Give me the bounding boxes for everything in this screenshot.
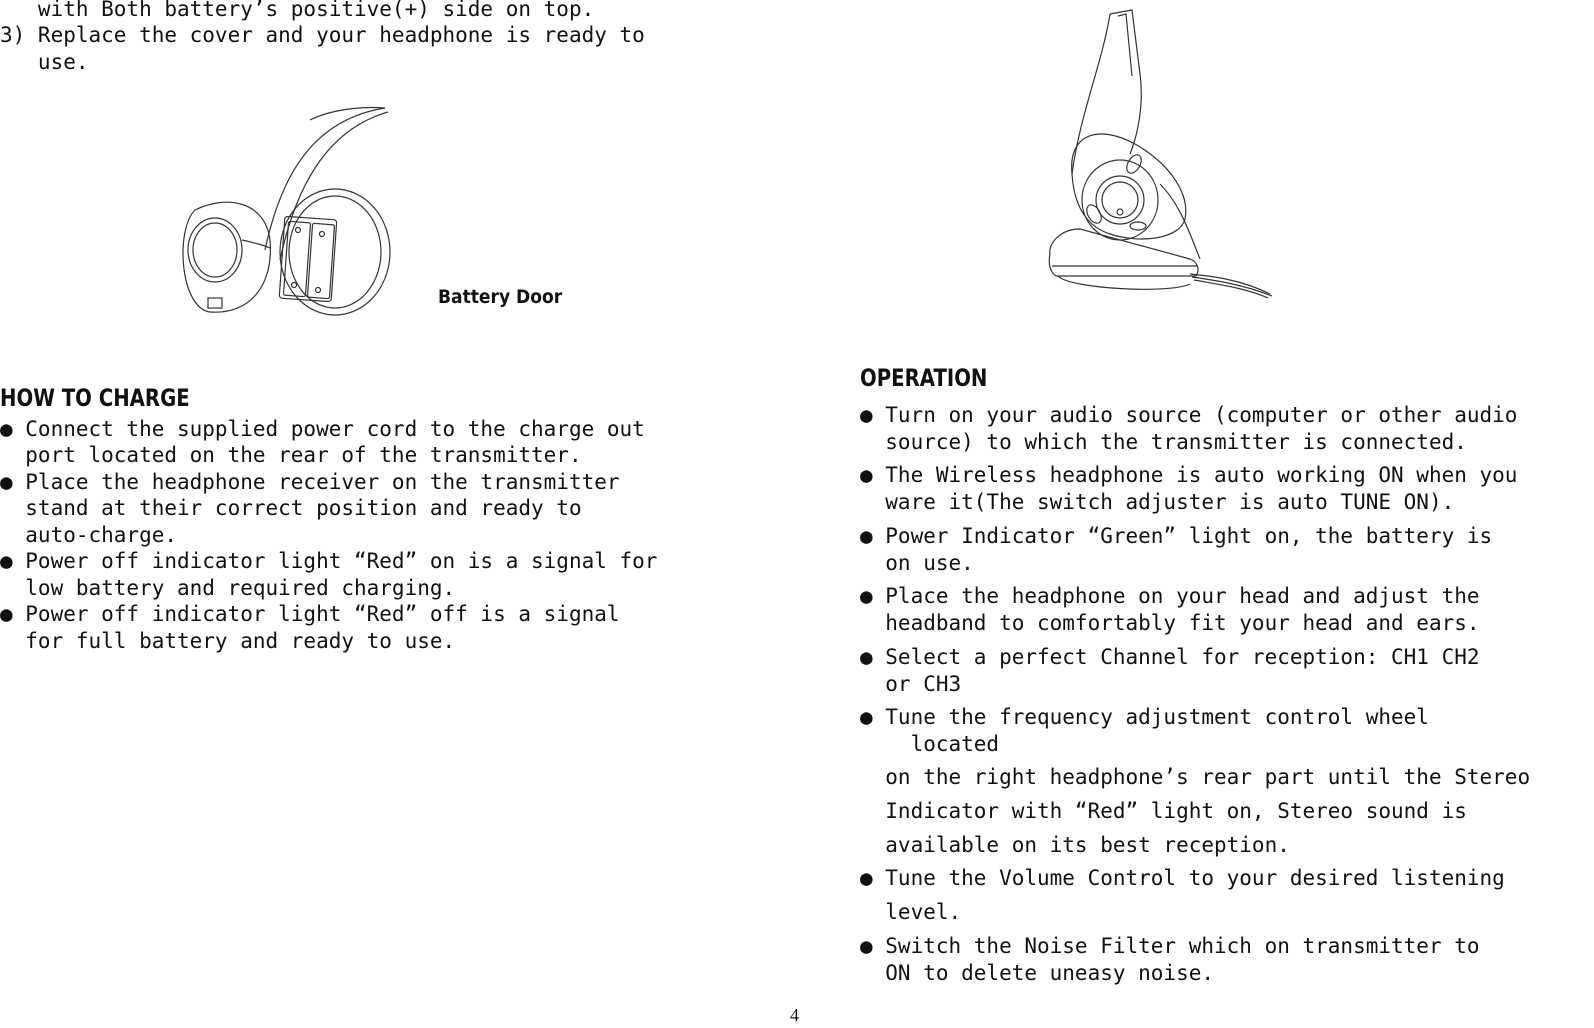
charge-line: for full battery and ready to use. (0, 629, 456, 653)
operation-line: ● Select a perfect Channel for reception: CH1 CH2 (860, 645, 1480, 669)
operation-line: on use. (860, 551, 974, 575)
operation-line: ● Switch the Noise Filter which on transmitter to (860, 934, 1480, 958)
charge-line: ● Connect the supplied power cord to the charge out (0, 417, 645, 441)
operation-line: ● Turn on your audio source (computer or other audio (860, 403, 1518, 427)
operation-line: available on its best reception. (860, 833, 1290, 857)
operation-line: headband to comfortably fit your head and ears. (860, 611, 1480, 635)
charge-line: ● Power off indicator light “Red” off is a signal (0, 602, 620, 626)
intro-line: use. (0, 50, 89, 74)
operation-line: located (860, 732, 1000, 756)
operation-line: Indicator with “Red” light on, Stereo sound is (860, 799, 1467, 823)
intro-line: 3) Replace the cover and your headphone is ready to (0, 23, 645, 47)
operation-line: ● Place the headphone on your head and adjust the (860, 584, 1480, 608)
operation-line: source) to which the transmitter is connected. (860, 430, 1467, 454)
operation-line: on the right headphone’s rear part until the Stereo (860, 765, 1531, 789)
operation-line: ● The Wireless headphone is auto working ON when you (860, 463, 1518, 487)
charge-line: port located on the rear of the transmitter. (0, 443, 582, 467)
charge-line: ● Place the headphone receiver on the transmitter (0, 470, 620, 494)
operation-heading: OPERATION (860, 364, 988, 392)
charge-line: low battery and required charging. (0, 576, 456, 600)
charge-heading: HOW TO CHARGE (0, 384, 190, 412)
operation-line: ware it(The switch adjuster is auto TUNE ON). (860, 490, 1455, 514)
operation-line: ● Tune the frequency adjustment control wheel (860, 705, 1429, 729)
charge-line: ● Power off indicator light “Red” on is a signal for (0, 549, 658, 573)
intro-line: with Both battery’s positive(+) side on top. (0, 0, 595, 21)
operation-line: ON to delete uneasy noise. (860, 961, 1215, 985)
operation-line: ● Tune the Volume Control to your desired listening (860, 866, 1505, 890)
operation-line: or CH3 (860, 672, 962, 696)
page-number: 4 (790, 1005, 799, 1025)
charge-line: auto-charge. (0, 523, 178, 547)
operation-line: ● Power Indicator “Green” light on, the battery is (860, 524, 1493, 548)
headphone-battery-door-illustration (170, 100, 410, 320)
headphone-on-stand-illustration (1040, 4, 1280, 300)
operation-line: level. (860, 900, 962, 924)
battery-door-label: Battery Door (438, 286, 563, 308)
charge-line: stand at their correct position and ready to (0, 496, 582, 520)
